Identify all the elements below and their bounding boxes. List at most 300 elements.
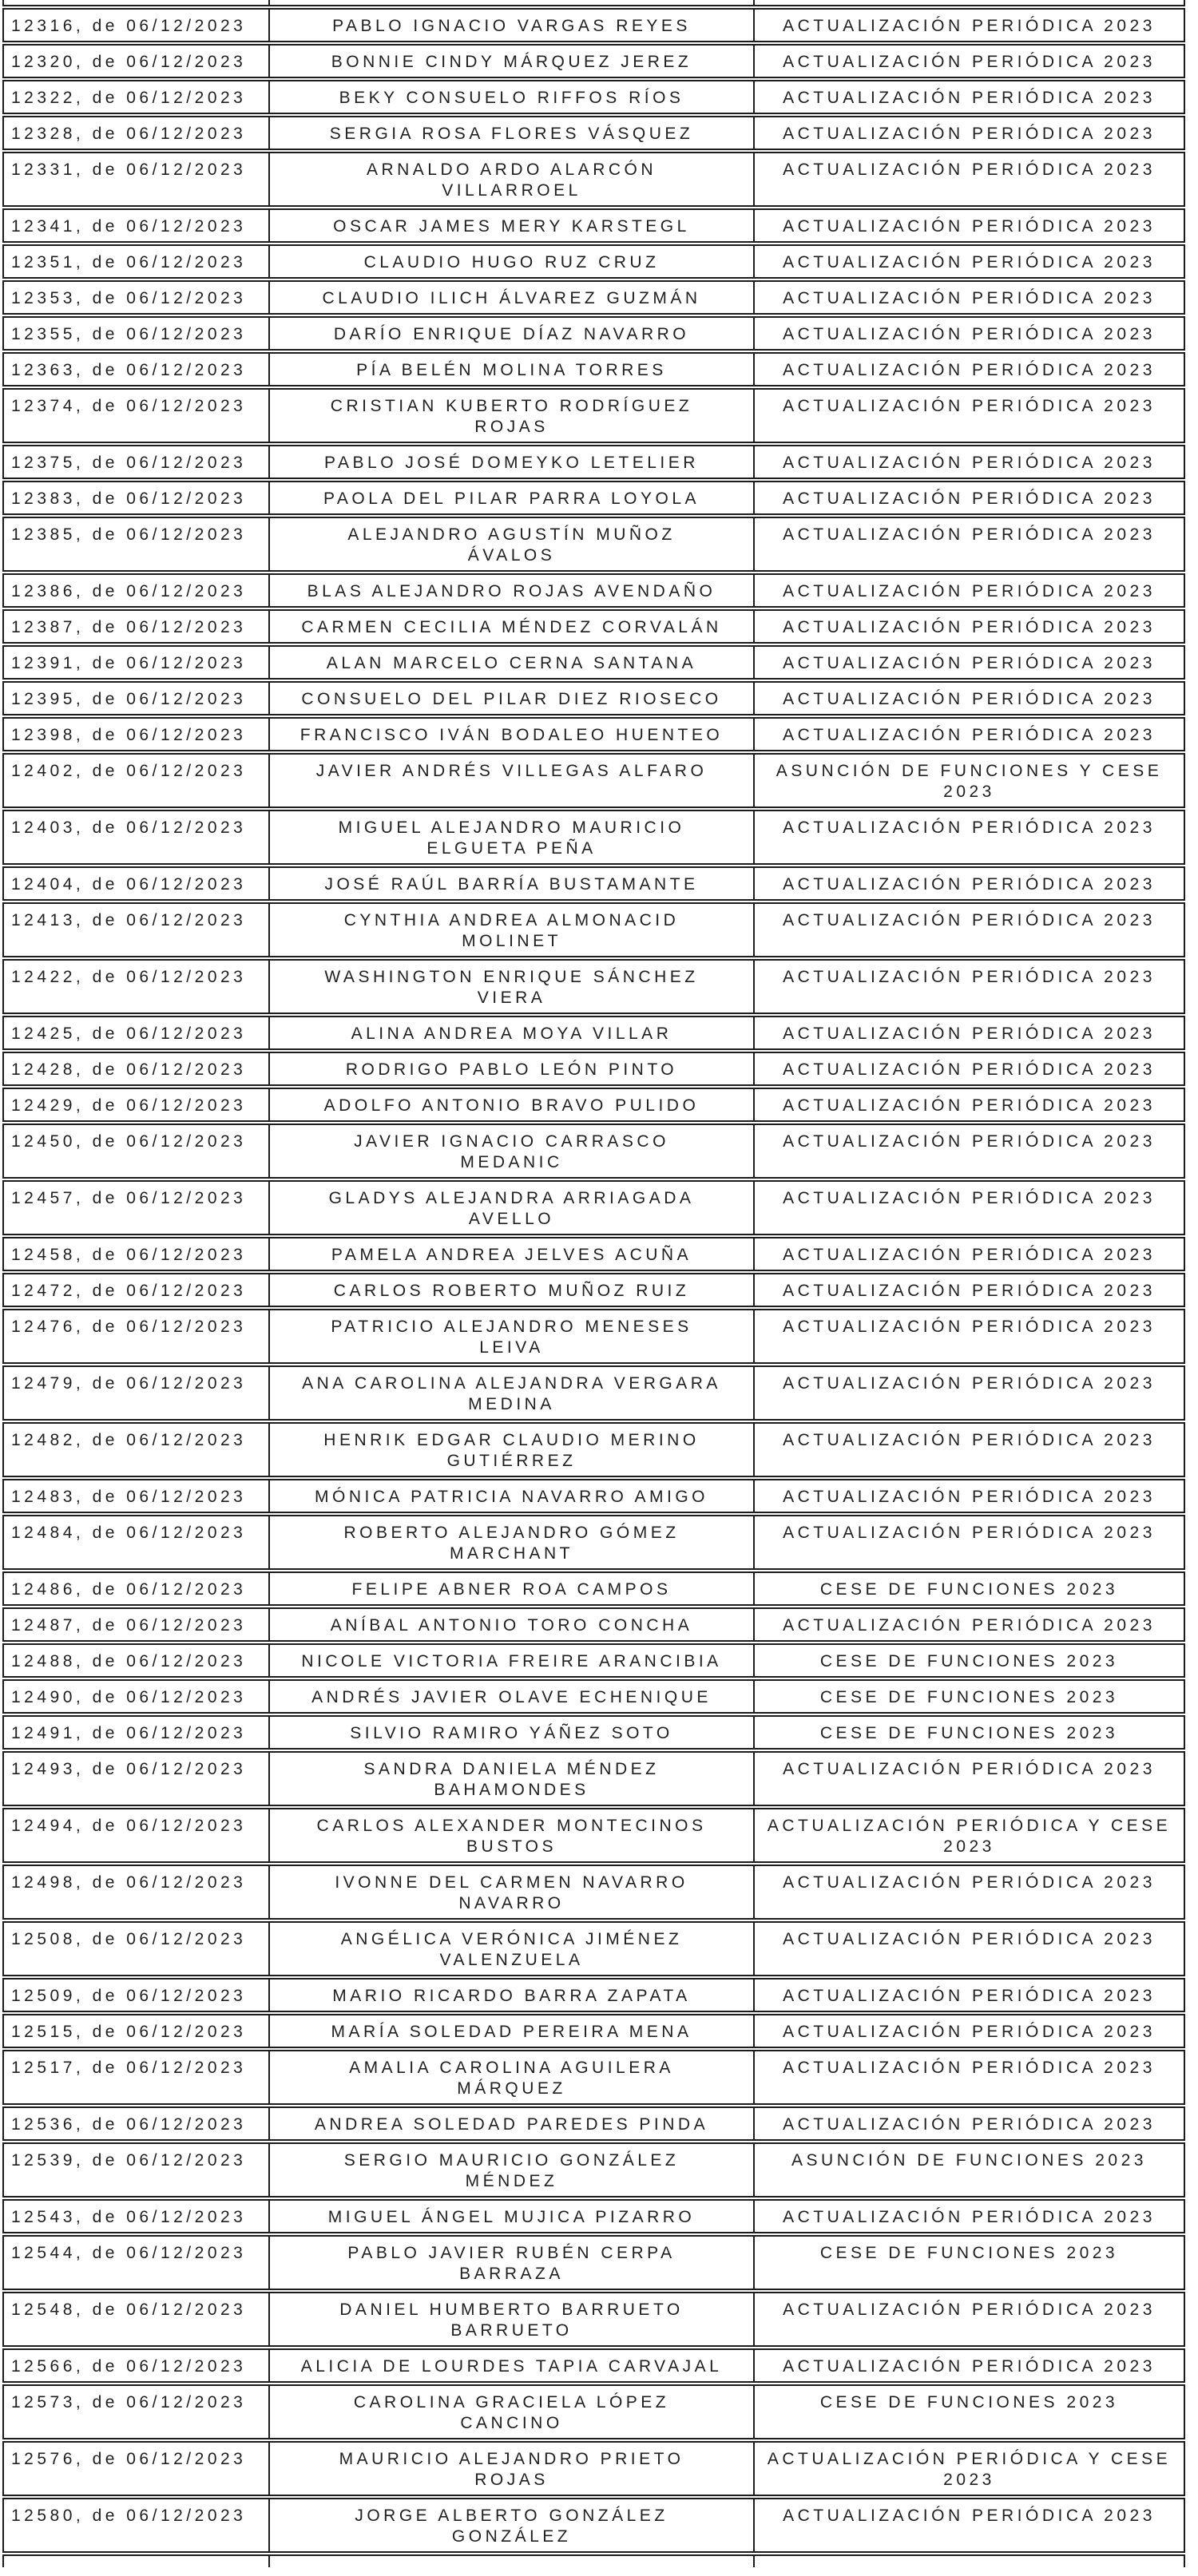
name-cell	[268, 2443, 753, 2495]
text-line: ACTUALIZACIÓN PERIÓDICA 2023	[783, 1987, 1156, 2005]
table-row	[2, 959, 1185, 1014]
text-line: ACTUALIZACIÓN PERIÓDICA 2023	[783, 582, 1156, 600]
text-line: CAROLINA GRACIELA LÓPEZ	[353, 2393, 670, 2412]
name-cell	[268, 153, 753, 205]
table-row	[2, 1309, 1185, 1364]
decree-cell	[4, 868, 268, 899]
decree-cell	[4, 1424, 268, 1476]
text-line: ACTUALIZACIÓN PERIÓDICA 2023	[783, 618, 1156, 636]
text-line: GUTIÉRREZ	[446, 1452, 577, 1470]
name-cell	[268, 2051, 753, 2103]
text-line: 12341, de 06/12/2023	[11, 217, 247, 236]
text-line: GONZÁLEZ	[451, 2527, 572, 2546]
text-line: ACTUALIZACIÓN PERIÓDICA 2023	[783, 1431, 1156, 1449]
text-line: 12479, de 06/12/2023	[11, 1374, 247, 1393]
name-cell	[268, 1645, 753, 1676]
category-cell	[753, 1480, 1184, 1512]
decree-cell	[4, 1980, 268, 2011]
name-cell	[268, 868, 753, 899]
decree-cell	[4, 2386, 268, 2438]
text-line: MAURICIO ALEJANDRO PRIETO	[339, 2450, 684, 2468]
text-line: PÍA BELÉN MOLINA TORRES	[356, 361, 667, 379]
decree-cell	[4, 2237, 268, 2289]
text-line: ACTUALIZACIÓN PERIÓDICA 2023	[783, 525, 1156, 544]
name-cell	[268, 518, 753, 570]
category-cell	[753, 354, 1184, 385]
text-line: 12403, de 06/12/2023	[11, 818, 247, 837]
table-row	[2, 1607, 1185, 1642]
name-cell	[268, 1681, 753, 1712]
text-line: NICOLE VICTORIA FREIRE ARANCIBIA	[301, 1652, 722, 1670]
name-cell	[268, 1274, 753, 1306]
table-row	[2, 1921, 1185, 1976]
category-cell	[753, 868, 1184, 899]
text-line: ACTUALIZACIÓN PERIÓDICA 2023	[783, 726, 1156, 744]
decree-cell	[4, 1125, 268, 1177]
text-line: 12515, de 06/12/2023	[11, 2023, 247, 2041]
name-cell	[268, 575, 753, 606]
table-row	[2, 388, 1185, 443]
table-row	[2, 208, 1185, 243]
text-line: MIGUEL ALEJANDRO MAURICIO	[338, 818, 685, 837]
text-line: ACTUALIZACIÓN PERIÓDICA 2023	[783, 1024, 1156, 1043]
decree-cell	[4, 1609, 268, 1640]
text-line: MÉNDEZ	[465, 2172, 558, 2190]
text-line: 12422, de 06/12/2023	[11, 968, 247, 986]
text-line: CANCINO	[460, 2414, 563, 2432]
text-line: VILLARROEL	[442, 181, 581, 200]
decree-cell	[4, 1053, 268, 1084]
name-cell	[268, 2499, 753, 2551]
text-line: ACTUALIZACIÓN PERIÓDICA 2023	[783, 1189, 1156, 1207]
text-line: ACTUALIZACIÓN PERIÓDICA 2023	[783, 1930, 1156, 1948]
text-line: ACTUALIZACIÓN PERIÓDICA 2023	[783, 1246, 1156, 1264]
text-line: CONSUELO DEL PILAR DIEZ RIOSECO	[301, 690, 722, 708]
table-row	[2, 1016, 1185, 1050]
text-line: MEDANIC	[460, 1153, 563, 1171]
name-cell	[268, 1089, 753, 1120]
text-line: CESE DE FUNCIONES 2023	[819, 2244, 1119, 2262]
text-line: FRANCISCO IVÁN BODALEO HUENTEO	[300, 726, 724, 744]
text-line: MIGUEL ÁNGEL MUJICA PIZARRO	[327, 2208, 696, 2226]
text-line: 12580, de 06/12/2023	[11, 2507, 247, 2525]
table-row	[2, 645, 1185, 680]
text-line: BARRUETO	[450, 2321, 573, 2340]
text-line: 12476, de 06/12/2023	[11, 1318, 247, 1336]
text-line: CESE DE FUNCIONES 2023	[819, 1688, 1119, 1706]
text-line: 12483, de 06/12/2023	[11, 1488, 247, 1506]
text-line: 12375, de 06/12/2023	[11, 454, 247, 472]
table-row	[2, 609, 1185, 644]
text-line: ACTUALIZACIÓN PERIÓDICA 2023	[783, 1282, 1156, 1300]
text-line: ACTUALIZACIÓN PERIÓDICA 2023	[783, 2301, 1156, 2319]
decree-cell	[4, 446, 268, 478]
name-cell	[268, 1310, 753, 1362]
text-line: MOLINET	[462, 932, 561, 950]
decree-cell	[4, 1367, 268, 1419]
category-cell	[753, 904, 1184, 956]
text-line: SANDRA DANIELA MÉNDEZ	[363, 1760, 660, 1778]
table-row	[2, 352, 1185, 386]
decree-cell	[4, 1645, 268, 1676]
name-cell	[268, 282, 753, 313]
table-row	[2, 116, 1185, 150]
text-line: ACTUALIZACIÓN PERIÓDICA 2023	[783, 1374, 1156, 1393]
text-line: 12498, de 06/12/2023	[11, 1873, 247, 1892]
name-cell	[268, 210, 753, 241]
table-row	[2, 810, 1185, 865]
text-line: BONNIE CINDY MÁRQUEZ JEREZ	[331, 53, 692, 71]
category-cell	[753, 1053, 1184, 1084]
category-cell	[753, 117, 1184, 149]
table-row	[2, 866, 1185, 901]
text-line: PABLO IGNACIO VARGAS REYES	[332, 17, 691, 35]
decree-cell	[4, 46, 268, 77]
text-line: ACTUALIZACIÓN PERIÓDICA 2023	[783, 125, 1156, 143]
name-cell	[268, 0, 753, 6]
decree-cell	[4, 647, 268, 678]
text-line: 12320, de 06/12/2023	[11, 53, 247, 71]
decree-cell	[4, 482, 268, 513]
text-line: WASHINGTON ENRIQUE SÁNCHEZ	[324, 968, 699, 986]
table-row	[2, 2050, 1185, 2105]
text-line: 12494, de 06/12/2023	[11, 1817, 247, 1835]
category-cell	[753, 2386, 1184, 2438]
text-line: IVONNE DEL CARMEN NAVARRO	[335, 1873, 688, 1892]
category-cell	[753, 318, 1184, 349]
text-line: 12517, de 06/12/2023	[11, 2059, 247, 2077]
name-cell	[268, 390, 753, 442]
text-line: MÓNICA PATRICIA NAVARRO AMIGO	[315, 1488, 708, 1506]
text-line: ACTUALIZACIÓN PERIÓDICA 2023	[783, 2059, 1156, 2077]
name-cell	[268, 246, 753, 277]
name-cell	[268, 961, 753, 1013]
category-cell	[753, 1809, 1184, 1861]
category-cell	[753, 2293, 1184, 2345]
text-line: 12374, de 06/12/2023	[11, 397, 247, 415]
name-cell	[268, 117, 753, 149]
text-line: BARRAZA	[459, 2265, 564, 2283]
text-line: ACTUALIZACIÓN PERIÓDICA 2023	[783, 1096, 1156, 1115]
name-cell	[268, 2015, 753, 2047]
text-line: MARÍA SOLEDAD PEREIRA MENA	[331, 2023, 692, 2041]
category-cell	[753, 611, 1184, 642]
category-cell	[753, 1274, 1184, 1306]
text-line: MARCHANT	[450, 1544, 573, 1563]
text-line: 12450, de 06/12/2023	[11, 1132, 247, 1151]
table-row-partial-bottom	[2, 2554, 1185, 2567]
category-cell	[753, 1182, 1184, 1234]
decree-cell	[4, 2499, 268, 2551]
text-line: ACTUALIZACIÓN PERIÓDICA 2023	[783, 2208, 1156, 2226]
text-line: ANDRÉS JAVIER OLAVE ECHENIQUE	[311, 1688, 712, 1706]
name-cell	[268, 2201, 753, 2232]
text-line: ACTUALIZACIÓN PERIÓDICA 2023	[783, 2357, 1156, 2376]
category-cell	[753, 811, 1184, 863]
decree-cell	[4, 2015, 268, 2047]
name-cell	[268, 1609, 753, 1640]
table-row-partial-top	[2, 0, 1185, 6]
text-line: 12387, de 06/12/2023	[11, 618, 247, 636]
table-row	[2, 1124, 1185, 1179]
text-line: 12429, de 06/12/2023	[11, 1096, 247, 1115]
text-line: ACTUALIZACIÓN PERIÓDICA 2023	[783, 2507, 1156, 2525]
category-cell	[753, 1866, 1184, 1918]
text-line: 12490, de 06/12/2023	[11, 1688, 247, 1706]
text-line: CARLOS ALEXANDER MONTECINOS	[316, 1817, 707, 1835]
decree-cell	[4, 2201, 268, 2232]
table-row	[2, 1808, 1185, 1863]
decree-cell	[4, 611, 268, 642]
decree-cell	[4, 1516, 268, 1568]
text-line: ACTUALIZACIÓN PERIÓDICA 2023	[783, 2115, 1156, 2134]
table-row	[2, 681, 1185, 715]
category-cell	[753, 1238, 1184, 1270]
text-line: 12402, de 06/12/2023	[11, 762, 247, 780]
table-row	[2, 2292, 1185, 2347]
category-cell	[753, 482, 1184, 513]
category-cell	[753, 1645, 1184, 1676]
text-line: 12457, de 06/12/2023	[11, 1189, 247, 1207]
name-cell	[268, 1717, 753, 1748]
decree-cell	[4, 518, 268, 570]
table-row	[2, 1273, 1185, 1307]
category-cell	[753, 81, 1184, 113]
text-line: 2023	[943, 2471, 995, 2489]
decree-cell	[4, 390, 268, 442]
table-row	[2, 753, 1185, 808]
text-line: BAHAMONDES	[434, 1781, 589, 1799]
category-cell	[753, 2015, 1184, 2047]
decree-cell	[4, 1238, 268, 1270]
table-row	[2, 517, 1185, 572]
text-line: 12353, de 06/12/2023	[11, 289, 247, 307]
decree-cell	[4, 575, 268, 606]
table-row	[2, 152, 1185, 207]
text-line: JAVIER ANDRÉS VILLEGAS ALFARO	[315, 762, 708, 780]
name-cell	[268, 2293, 753, 2345]
text-line: VALENZUELA	[439, 1951, 584, 1969]
table-row	[2, 244, 1185, 279]
category-cell	[753, 755, 1184, 806]
text-line: ACTUALIZACIÓN PERIÓDICA 2023	[783, 289, 1156, 307]
decree-cell	[4, 961, 268, 1013]
text-line: PAMELA ANDREA JELVES ACUÑA	[331, 1246, 692, 1264]
table-row	[2, 1365, 1185, 1421]
text-line: 12351, de 06/12/2023	[11, 253, 247, 271]
name-cell	[268, 1753, 753, 1805]
name-cell	[268, 1923, 753, 1975]
text-line: LEIVA	[479, 1338, 544, 1357]
category-cell	[753, 2443, 1184, 2495]
table-row	[2, 1052, 1185, 1086]
decree-cell	[4, 282, 268, 313]
text-line: VIERA	[477, 989, 546, 1007]
category-cell	[753, 246, 1184, 277]
text-line: ACTUALIZACIÓN PERIÓDICA 2023	[783, 875, 1156, 894]
name-cell	[268, 318, 753, 349]
text-line: 12573, de 06/12/2023	[11, 2393, 247, 2412]
text-line: 12487, de 06/12/2023	[11, 1616, 247, 1635]
text-line: AMALIA CAROLINA AGUILERA	[349, 2059, 674, 2077]
decree-cell	[4, 1681, 268, 1712]
table-row	[2, 2441, 1185, 2496]
text-line: 12576, de 06/12/2023	[11, 2450, 247, 2468]
text-line: 12493, de 06/12/2023	[11, 1760, 247, 1778]
name-cell	[268, 1125, 753, 1177]
decree-cell	[4, 81, 268, 113]
decree-cell	[4, 318, 268, 349]
text-line: ROBERTO ALEJANDRO GÓMEZ	[343, 1524, 680, 1542]
decree-cell	[4, 683, 268, 714]
category-cell	[753, 1017, 1184, 1048]
text-line: 12331, de 06/12/2023	[11, 161, 247, 179]
text-line: SERGIA ROSA FLORES VÁSQUEZ	[329, 125, 694, 143]
table-row	[2, 1679, 1185, 1714]
text-line: CESE DE FUNCIONES 2023	[819, 1652, 1119, 1670]
text-line: 12509, de 06/12/2023	[11, 1987, 247, 2005]
text-line: NAVARRO	[458, 1894, 565, 1912]
text-line: ANGÉLICA VERÓNICA JIMÉNEZ	[340, 1930, 683, 1948]
decree-cell	[4, 1274, 268, 1306]
text-line: 12491, de 06/12/2023	[11, 1724, 247, 1742]
table-row	[2, 1571, 1185, 1606]
table-row	[2, 573, 1185, 608]
decree-cell	[4, 2293, 268, 2345]
text-line: OSCAR JAMES MERY KARSTEGL	[333, 217, 690, 236]
category-cell	[753, 1923, 1184, 1975]
text-line: 12398, de 06/12/2023	[11, 726, 247, 744]
category-cell	[753, 575, 1184, 606]
text-line: ACTUALIZACIÓN PERIÓDICA 2023	[783, 361, 1156, 379]
text-line: FELIPE ABNER ROA CAMPOS	[351, 1580, 672, 1599]
category-cell	[753, 1717, 1184, 1748]
text-line: DARÍO ENRIQUE DÍAZ NAVARRO	[333, 325, 690, 343]
text-line: ACTUALIZACIÓN PERIÓDICA 2023	[783, 489, 1156, 508]
table-row	[2, 2235, 1185, 2290]
decree-cell	[4, 1753, 268, 1805]
text-line: 12458, de 06/12/2023	[11, 1246, 247, 1264]
category-cell	[753, 446, 1184, 478]
text-line: JOSÉ RAÚL BARRÍA BUSTAMANTE	[324, 875, 699, 894]
table-row	[2, 445, 1185, 479]
text-line: 12316, de 06/12/2023	[11, 17, 247, 35]
category-cell	[753, 1753, 1184, 1805]
text-line: ACTUALIZACIÓN PERIÓDICA 2023	[783, 818, 1156, 837]
category-cell	[753, 1424, 1184, 1476]
text-line: 12566, de 06/12/2023	[11, 2357, 247, 2376]
text-line: ACTUALIZACIÓN PERIÓDICA 2023	[783, 1488, 1156, 1506]
text-line: 12548, de 06/12/2023	[11, 2301, 247, 2319]
category-cell	[753, 1125, 1184, 1177]
text-line: BEKY CONSUELO RIFFOS RÍOS	[339, 89, 684, 107]
name-cell	[268, 354, 753, 385]
name-cell	[268, 2144, 753, 2196]
decree-cell	[4, 1866, 268, 1918]
table-row	[2, 1865, 1185, 1920]
decree-cell	[4, 1573, 268, 1604]
text-line: ANDREA SOLEDAD PAREDES PINDA	[314, 2115, 709, 2134]
decree-cell	[4, 2144, 268, 2196]
category-cell	[753, 46, 1184, 77]
table-row	[2, 1643, 1185, 1678]
text-line: JAVIER IGNACIO CARRASCO	[354, 1132, 669, 1151]
decree-cell	[4, 10, 268, 41]
text-line: 12395, de 06/12/2023	[11, 690, 247, 708]
table-row	[2, 1751, 1185, 1806]
table-row	[2, 2142, 1185, 2198]
text-line: CARMEN CECILIA MÉNDEZ CORVALÁN	[301, 618, 722, 636]
text-line: 12544, de 06/12/2023	[11, 2244, 247, 2262]
category-cell	[753, 2350, 1184, 2381]
table-row	[2, 1515, 1185, 1570]
text-line: PATRICIO ALEJANDRO MENESES	[331, 1318, 692, 1336]
category-cell	[753, 1609, 1184, 1640]
name-cell	[268, 2386, 753, 2438]
text-line: SERGIO MAURICIO GONZÁLEZ	[343, 2151, 680, 2170]
text-line: 2023	[943, 1837, 995, 1856]
text-line: SILVIO RAMIRO YÁÑEZ SOTO	[350, 1724, 673, 1742]
text-line: PABLO JAVIER RUBÉN CERPA	[347, 2244, 676, 2262]
name-cell	[268, 2108, 753, 2139]
name-cell	[268, 719, 753, 750]
table-row	[2, 1978, 1185, 2012]
text-line: ANA CAROLINA ALEJANDRA VERGARA	[302, 1374, 721, 1393]
decree-cell	[4, 2556, 268, 2567]
name-cell	[268, 904, 753, 956]
category-cell	[753, 1573, 1184, 1604]
category-cell	[753, 1367, 1184, 1419]
name-cell	[268, 611, 753, 642]
category-cell	[753, 647, 1184, 678]
text-line: ANÍBAL ANTONIO TORO CONCHA	[330, 1616, 693, 1635]
table-row	[2, 2106, 1185, 2141]
text-line: 12404, de 06/12/2023	[11, 875, 247, 894]
table-row	[2, 280, 1185, 315]
text-line: 12322, de 06/12/2023	[11, 89, 247, 107]
category-cell	[753, 2201, 1184, 2232]
name-cell	[268, 1480, 753, 1512]
name-cell	[268, 2237, 753, 2289]
text-line: 12482, de 06/12/2023	[11, 1431, 247, 1449]
decree-cell	[4, 117, 268, 149]
category-cell	[753, 961, 1184, 1013]
text-line: CARLOS ROBERTO MUÑOZ RUIZ	[333, 1282, 690, 1300]
decree-cell	[4, 0, 268, 6]
text-line: PABLO JOSÉ DOMEYKO LETELIER	[324, 454, 699, 472]
text-line: PAOLA DEL PILAR PARRA LOYOLA	[323, 489, 700, 508]
name-cell	[268, 683, 753, 714]
text-line: BUSTOS	[466, 1837, 557, 1856]
category-cell	[753, 2144, 1184, 2196]
text-line: 12383, de 06/12/2023	[11, 489, 247, 508]
text-line: 12472, de 06/12/2023	[11, 1282, 247, 1300]
text-line: 2023	[943, 783, 995, 801]
name-cell	[268, 482, 753, 513]
decree-cell	[4, 811, 268, 863]
text-line: ACTUALIZACIÓN PERIÓDICA 2023	[783, 1760, 1156, 1778]
text-line: JORGE ALBERTO GONZÁLEZ	[355, 2507, 668, 2525]
category-cell	[753, 390, 1184, 442]
table-row	[2, 902, 1185, 957]
text-line: ADOLFO ANTONIO BRAVO PULIDO	[323, 1096, 700, 1115]
text-line: 12425, de 06/12/2023	[11, 1024, 247, 1043]
category-cell	[753, 719, 1184, 750]
table-row	[2, 316, 1185, 351]
category-cell	[753, 1681, 1184, 1712]
decree-cell	[4, 1717, 268, 1748]
table-row	[2, 44, 1185, 78]
